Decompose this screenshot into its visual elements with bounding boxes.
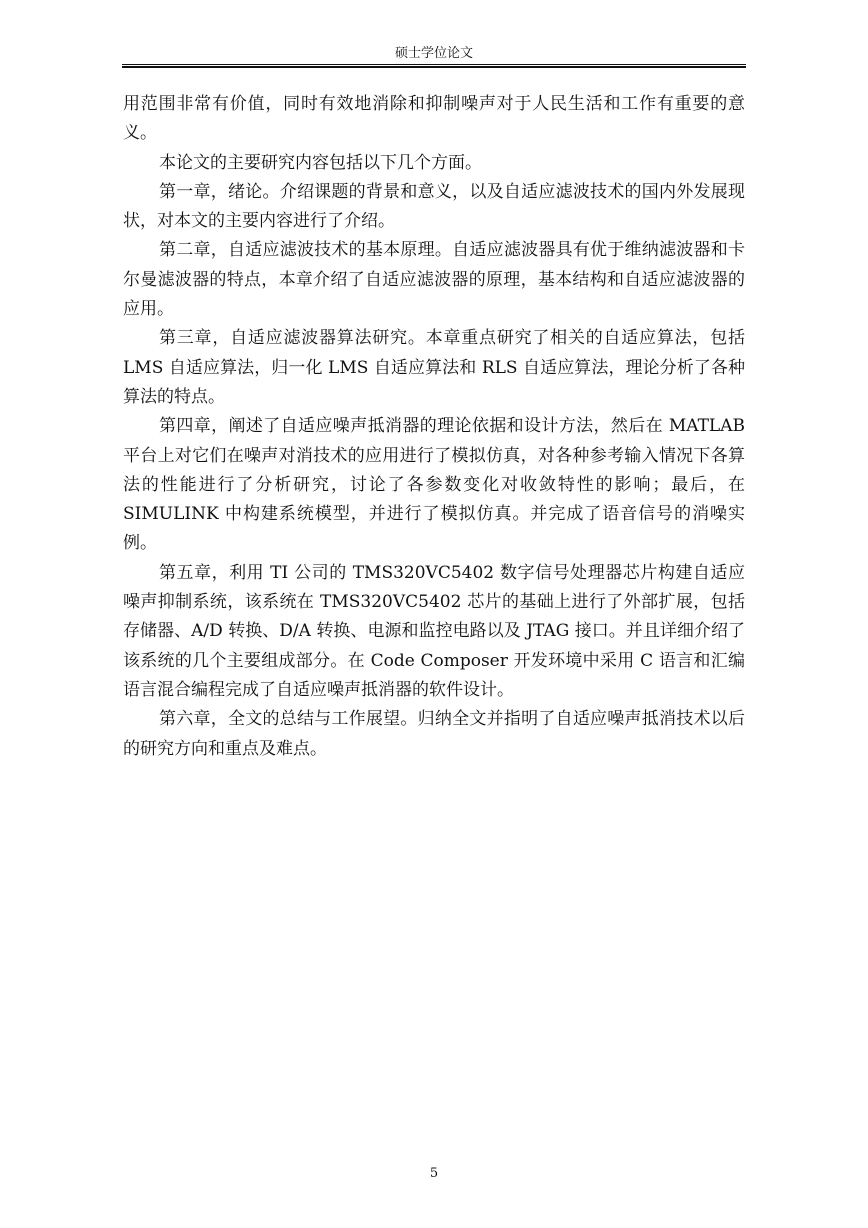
paragraph-chapter-3: 第三章，自适应滤波器算法研究。本章重点研究了相关的自适应算法，包括LMS 自适应算法，归一化 LMS 自适应算法和 RLS 自适应算法，理论分析了各种算法的特点。 <box>123 328 745 407</box>
paragraph-chapter-2: 第二章，自适应滤波技术的基本原理。自适应滤波器具有优于维纳滤波器和卡尔曼滤波器的特点，本章介绍了自适应滤波器的原理，基本结构和自适应滤波器的应用。 <box>123 240 745 320</box>
header-rule-thin <box>122 64 746 65</box>
header-rule-thick <box>122 66 746 68</box>
paragraph-overview: 本论文的主要研究内容包括以下几个方面。 <box>159 152 482 173</box>
paragraph-chapter-6: 第六章，全文的总结与工作展望。归纳全文并指明了自适应噪声抵消技术以后的研究方向和重点及难点。 <box>123 709 745 759</box>
paragraph-chapter-4: 第四章，阐述了自适应噪声抵消器的理论依据和设计方法，然后在 MATLAB 平台上对它们在噪声对消技术的应用进行了模拟仿真，对各种参考输入情况下各算法的性能进行了分析研究，讨论了各参数变化对收敛特性的影响；最后，在 SIMULINK 中构建系统模型，并进行了模拟仿真。并完成了语音信号的消噪实例。 <box>123 416 745 554</box>
body-text <box>123 90 745 764</box>
paragraph-chapter-5: 第五章，利用 TI 公司的 TMS320VC5402 数字信号处理器芯片构建自适应噪声抑制系统，该系统在 TMS320VC5402 芯片的基础上进行了外部扩展，包括存储器、A/D 转换、D/A 转换、电源和监控电路以及 JTAG 接口。并且详细介绍了该系统的几个主要组成部分。在 Code Composer 开发环境中采用 C 语言和汇编语言混合编程完成了自适应噪声抵消器的软件设计。 <box>123 562 745 700</box>
page-number: 5 <box>429 1166 439 1181</box>
running-header: 硕士学位论文 <box>394 46 473 61</box>
paragraph-chapter-1: 第一章，绪论。介绍课题的背景和意义，以及自适应滤波技术的国内外发展现状，对本文的主要内容进行了介绍。 <box>123 181 745 232</box>
paragraph-continuation: 用范围非常有价值，同时有效地消除和抑制噪声对于人民生活和工作有重要的意义。 <box>123 94 745 144</box>
